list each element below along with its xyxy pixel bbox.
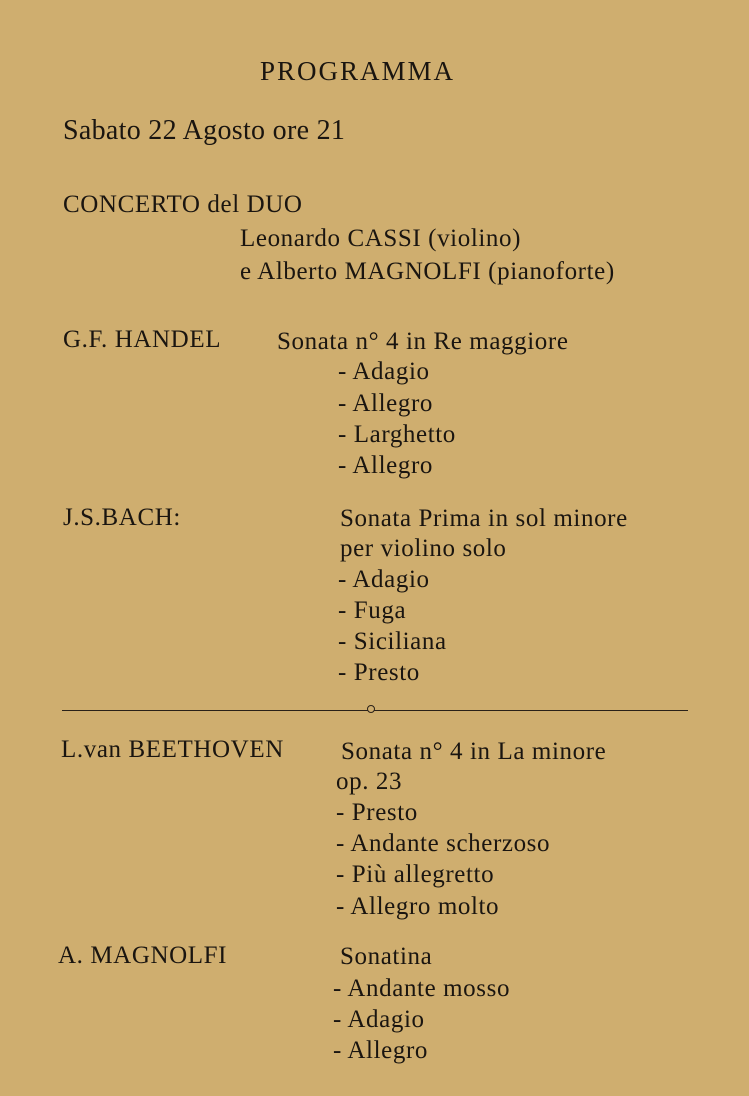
movement-item: - Allegro [338, 390, 433, 417]
divider-ornament-icon [367, 705, 375, 713]
movement-item: - Adagio [338, 566, 430, 593]
concert-title: CONCERTO del DUO [63, 191, 303, 218]
movement-item: - Presto [338, 659, 420, 686]
intermission-divider [62, 710, 688, 711]
work-bach-line2: per violino solo [340, 535, 507, 562]
composer-bach: J.S.BACH: [63, 504, 181, 531]
work-handel: Sonata n° 4 in Re maggiore [277, 328, 569, 355]
composer-handel: G.F. HANDEL [63, 326, 222, 353]
performer-piano: e Alberto MAGNOLFI (pianoforte) [240, 258, 615, 285]
date-line: Sabato 22 Agosto ore 21 [63, 115, 346, 146]
work-beethoven-line2: op. 23 [336, 768, 403, 795]
page-title: PROGRAMMA [260, 56, 456, 86]
movement-item: - Larghetto [338, 421, 456, 448]
movement-item: - Allegro [338, 452, 433, 479]
composer-beethoven: L.van BEETHOVEN [61, 736, 284, 763]
work-magnolfi: Sonatina [340, 943, 433, 970]
work-beethoven-line1: Sonata n° 4 in La minore [341, 738, 607, 765]
movement-item: - Siciliana [338, 628, 447, 655]
performer-violin: Leonardo CASSI (violino) [240, 225, 522, 252]
movement-item: - Allegro molto [336, 893, 500, 920]
movement-item: - Andante scherzoso [336, 830, 551, 857]
movement-item: - Allegro [333, 1037, 428, 1064]
movement-item: - Presto [336, 799, 418, 826]
movement-item: - Più allegretto [336, 861, 495, 888]
movement-item: - Adagio [333, 1006, 425, 1033]
composer-magnolfi: A. MAGNOLFI [58, 942, 228, 969]
movement-item: - Adagio [338, 358, 430, 385]
movement-item: - Andante mosso [333, 975, 511, 1002]
movement-item: - Fuga [338, 597, 407, 624]
work-bach-line1: Sonata Prima in sol minore [340, 505, 628, 532]
